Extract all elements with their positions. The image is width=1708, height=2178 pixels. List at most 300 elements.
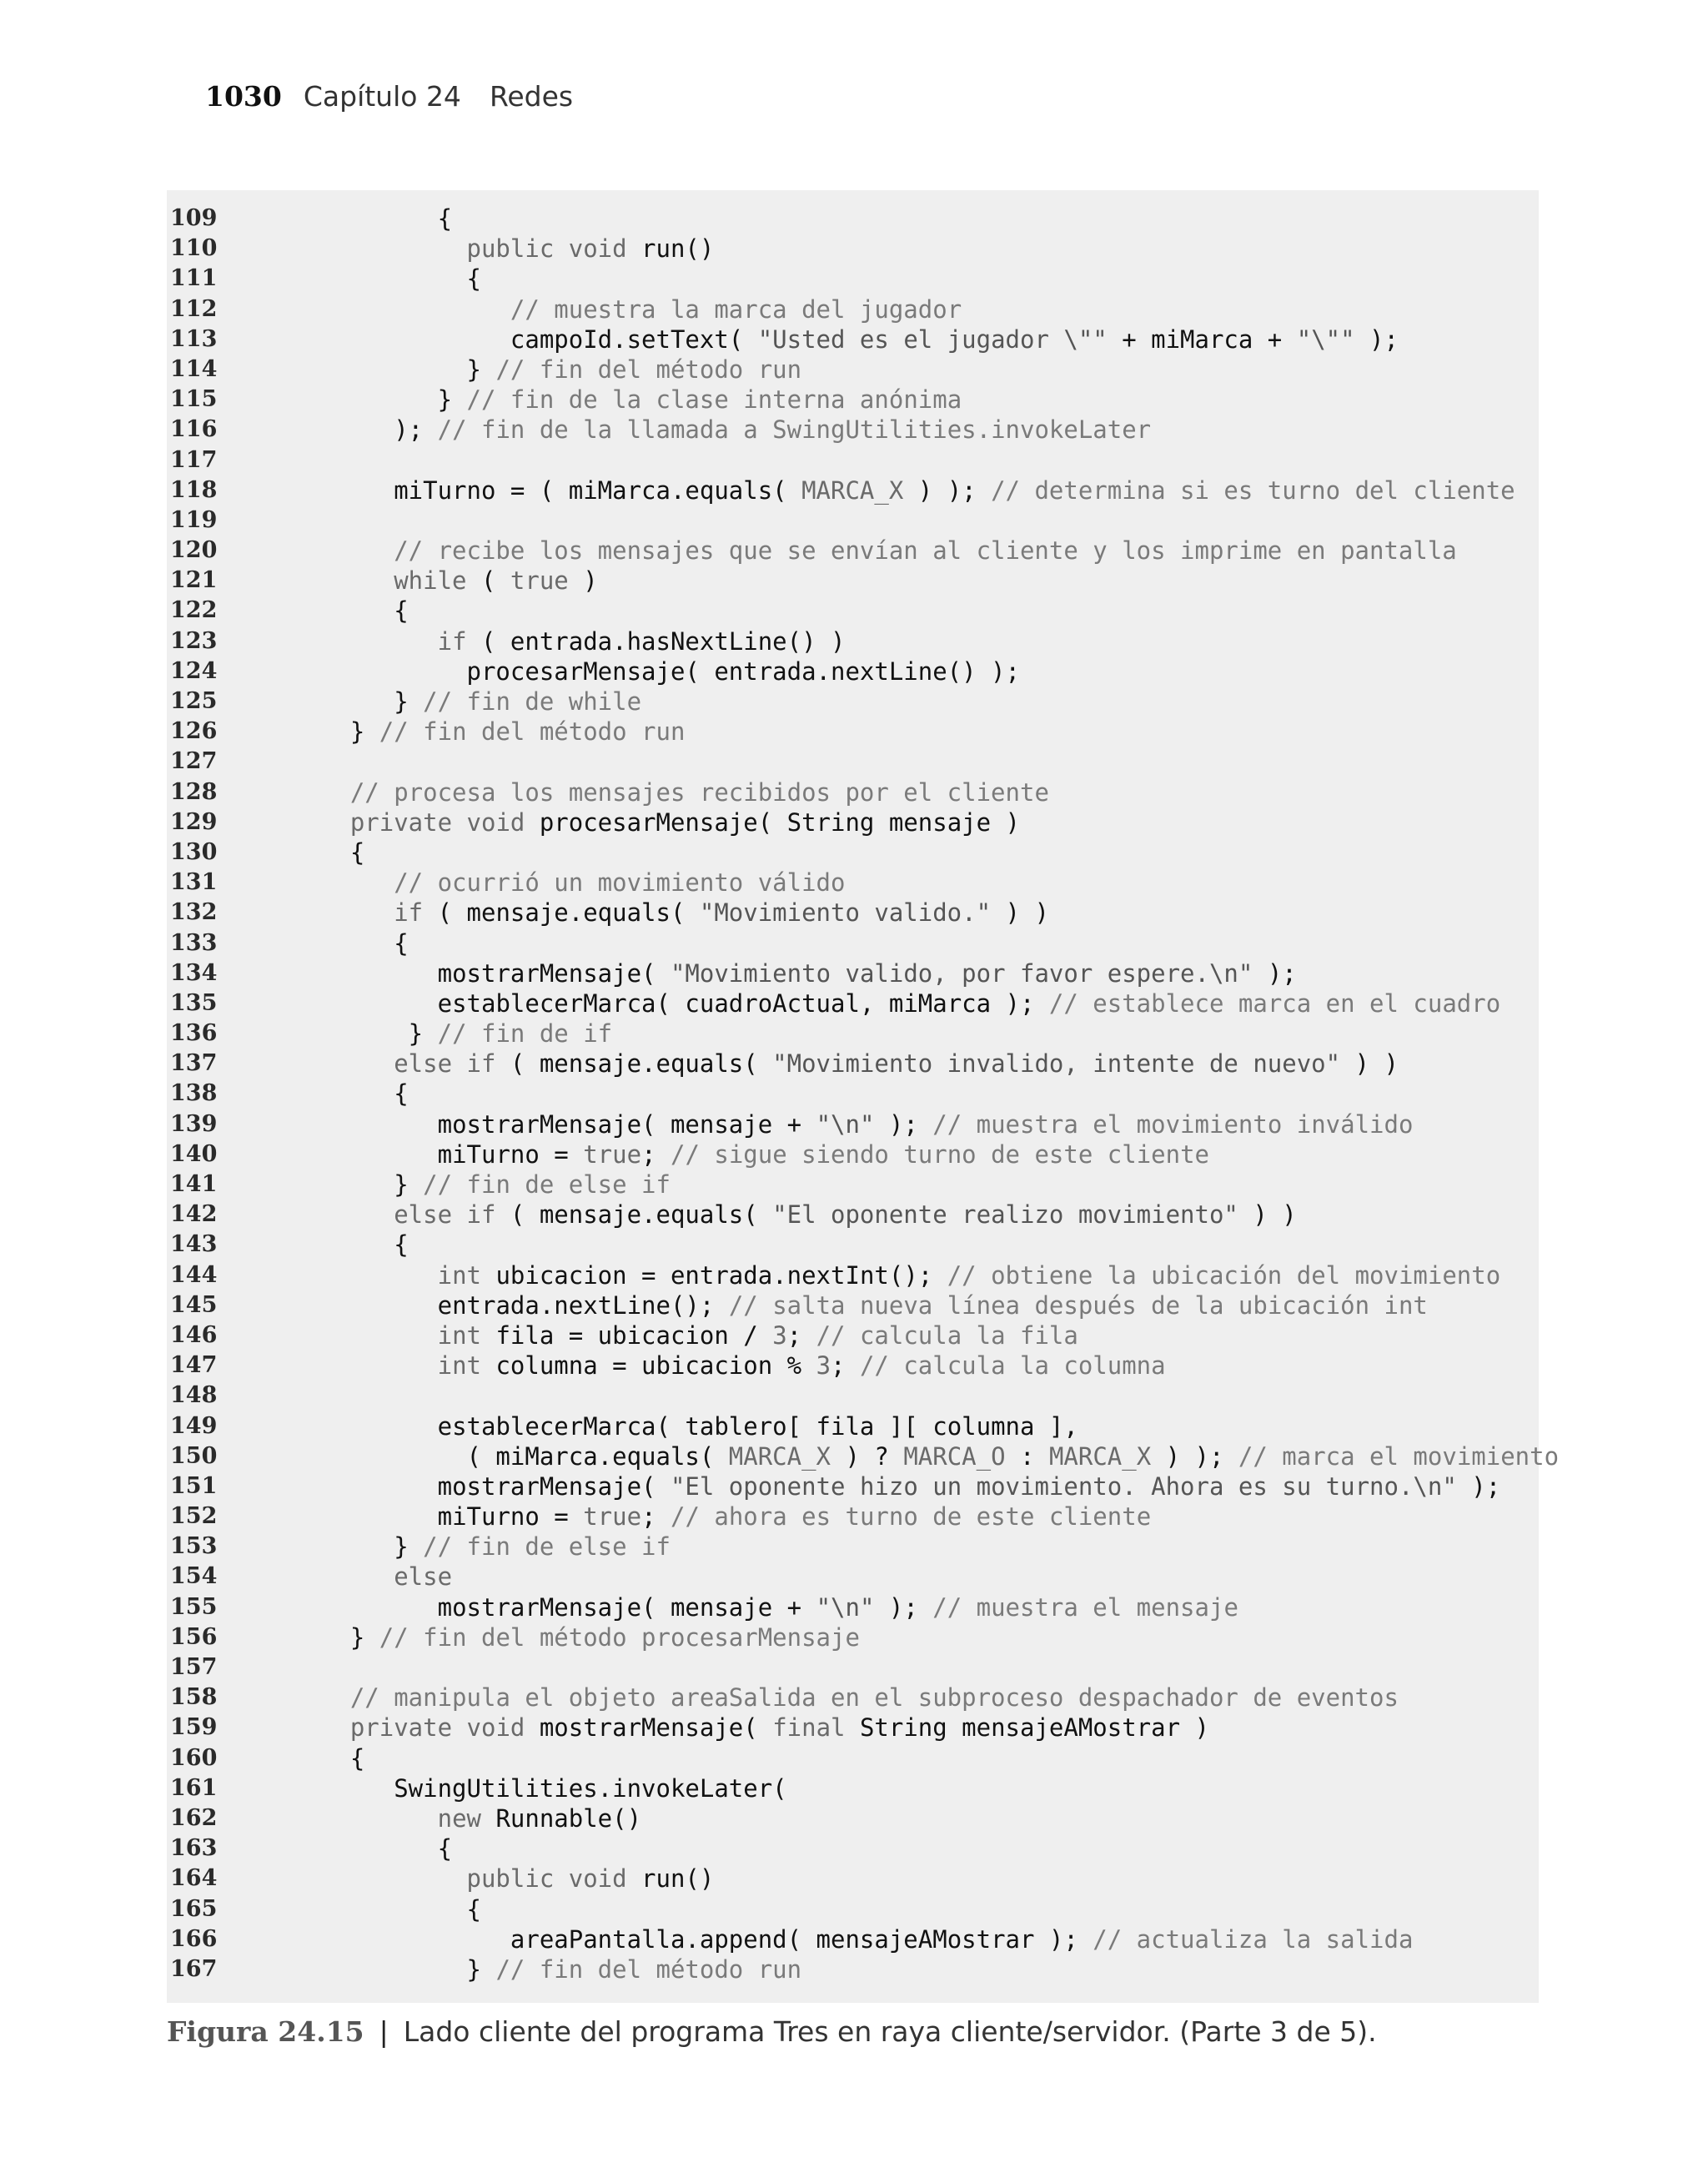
code-text — [292, 656, 1020, 687]
code-line — [167, 415, 1539, 445]
code-token: ); — [1253, 958, 1297, 988]
code-token: ); — [394, 415, 438, 445]
code-text — [292, 204, 452, 234]
code-line — [167, 1230, 1539, 1260]
line-number: 126 — [170, 718, 218, 745]
comment-token: // manipula el objeto areaSalida en el subproceso despachador de eventos — [349, 1683, 1399, 1713]
code-line — [167, 1683, 1539, 1713]
code-token: miTurno = — [437, 1139, 584, 1169]
code-text — [292, 566, 598, 596]
comment-token: // obtiene la ubicación del movimiento — [947, 1260, 1501, 1290]
line-number: 165 — [170, 1895, 218, 1922]
code-token: mostrarMensaje( — [437, 1471, 671, 1501]
code-token: ( mensaje.equals( — [495, 1049, 773, 1079]
line-number: 156 — [170, 1623, 218, 1650]
code-token: fila = ubicacion / — [495, 1320, 773, 1350]
code-text — [292, 475, 1515, 506]
figure-caption — [167, 2015, 1377, 2048]
code-text — [292, 1562, 452, 1592]
line-number: 116 — [170, 416, 218, 443]
code-line — [167, 958, 1539, 988]
code-line — [167, 1200, 1539, 1230]
code-text — [292, 596, 409, 626]
code-token: establecerMarca( cuadroActual, miMarca ); — [437, 988, 1049, 1018]
keyword-token: public void — [466, 1864, 642, 1894]
code-line — [167, 717, 1539, 747]
code-line — [167, 566, 1539, 596]
code-line — [167, 1894, 1539, 1924]
code-line — [167, 747, 1539, 777]
keyword-token: 3 — [816, 1351, 831, 1381]
code-text — [292, 1411, 1078, 1441]
code-text — [292, 1532, 671, 1562]
code-text — [292, 928, 409, 958]
line-number: 117 — [170, 446, 218, 473]
code-line — [167, 1139, 1539, 1169]
code-text — [292, 807, 1020, 837]
code-line — [167, 355, 1539, 385]
code-text — [292, 324, 1399, 355]
code-text — [292, 1139, 1209, 1169]
comment-token: // sigue siendo turno de este cliente — [670, 1139, 1209, 1169]
code-line — [167, 1924, 1539, 1954]
code-text — [292, 626, 845, 656]
code-token: mostrarMensaje( mensaje + — [437, 1592, 816, 1622]
code-token: { — [349, 837, 365, 867]
section-label: Redes — [489, 80, 574, 113]
code-text — [292, 1079, 409, 1109]
line-number: 139 — [170, 1110, 218, 1137]
line-number: 167 — [170, 1955, 218, 1982]
code-line — [167, 1260, 1539, 1290]
line-number: 112 — [170, 295, 218, 322]
comment-token: // marca el movimiento — [1238, 1441, 1560, 1471]
line-number: 114 — [170, 355, 218, 382]
string-token: "\n" — [816, 1109, 875, 1139]
code-text — [292, 264, 481, 294]
code-token: } — [394, 1532, 424, 1562]
code-token: ; — [641, 1139, 671, 1169]
code-line — [167, 324, 1539, 355]
line-number: 129 — [170, 808, 218, 835]
line-number: 163 — [170, 1835, 218, 1862]
string-token: "Usted es el jugador \"" — [757, 324, 1108, 354]
code-text — [292, 837, 364, 868]
code-line — [167, 988, 1539, 1019]
comment-token: // calcula la fila — [816, 1320, 1078, 1350]
code-token: mostrarMensaje( — [539, 1713, 773, 1743]
keyword-token: public void — [466, 234, 642, 264]
code-line — [167, 626, 1539, 656]
code-token: ) ); — [1151, 1441, 1238, 1471]
code-line — [167, 1622, 1539, 1652]
comment-token: // ocurrió un movimiento válido — [394, 868, 846, 898]
line-number: 153 — [170, 1533, 218, 1560]
code-line — [167, 1049, 1539, 1079]
code-line — [167, 868, 1539, 898]
code-token: ) ? — [831, 1441, 904, 1471]
code-text — [292, 1622, 860, 1652]
line-number: 160 — [170, 1744, 218, 1771]
code-line — [167, 1351, 1539, 1381]
line-number: 140 — [170, 1140, 218, 1167]
code-line — [167, 777, 1539, 807]
code-line — [167, 1803, 1539, 1833]
code-token: run() — [641, 234, 715, 264]
code-line — [167, 596, 1539, 626]
keyword-token: if — [437, 626, 467, 656]
line-number: 161 — [170, 1774, 218, 1801]
code-token: run() — [641, 1864, 715, 1894]
code-token: ; — [641, 1502, 671, 1532]
code-line — [167, 1773, 1539, 1803]
code-line — [167, 234, 1539, 264]
keyword-token: true — [583, 1139, 642, 1169]
code-token: } — [394, 687, 424, 716]
code-token: ; — [786, 1320, 816, 1350]
code-token: procesarMensaje( String mensaje ) — [539, 807, 1020, 837]
code-line — [167, 837, 1539, 868]
code-token: miTurno = ( miMarca.equals( — [394, 475, 802, 505]
line-number: 130 — [170, 838, 218, 865]
keyword-token: else if — [394, 1200, 496, 1230]
line-number: 137 — [170, 1050, 218, 1077]
code-text — [292, 415, 1151, 445]
line-number: 155 — [170, 1593, 218, 1620]
line-number: 159 — [170, 1714, 218, 1741]
keyword-token: if — [394, 898, 424, 928]
code-line — [167, 1019, 1539, 1049]
code-line — [167, 928, 1539, 958]
code-token: ); — [1354, 324, 1399, 354]
code-token: ; — [831, 1351, 860, 1381]
code-text — [292, 777, 1049, 807]
line-number: 135 — [170, 989, 218, 1016]
string-token: "Movimiento valido, por favor espere.\n" — [670, 958, 1253, 988]
keyword-token: int — [437, 1351, 496, 1381]
string-token: "\"" — [1296, 324, 1355, 354]
code-token: SwingUtilities.invokeLater( — [394, 1773, 787, 1803]
comment-token: // recibe los mensajes que se envían al cliente y los imprime en pantalla — [394, 536, 1457, 566]
line-number: 138 — [170, 1080, 218, 1107]
code-token: ) ); — [903, 475, 992, 505]
code-text — [292, 1260, 1500, 1290]
keyword-token: private void — [349, 807, 540, 837]
code-lines — [167, 204, 1560, 1984]
code-text — [292, 1230, 409, 1260]
code-line — [167, 1471, 1539, 1501]
line-number: 134 — [170, 959, 218, 986]
code-token: } — [466, 355, 496, 384]
code-line — [167, 1833, 1539, 1864]
code-text — [292, 1501, 1151, 1532]
comment-token: // procesa los mensajes recibidos por el cliente — [349, 777, 1049, 807]
code-line — [167, 264, 1539, 294]
code-text — [292, 958, 1297, 988]
chapter-label: Capítulo 24 — [303, 80, 461, 113]
keyword-token: true — [583, 1502, 642, 1532]
code-text — [292, 1833, 452, 1864]
code-text — [292, 1954, 801, 1984]
code-token: mostrarMensaje( mensaje + — [437, 1109, 816, 1139]
code-text — [292, 1320, 1078, 1351]
code-line — [167, 1290, 1539, 1320]
code-text — [292, 1773, 787, 1803]
comment-token: // fin de while — [423, 687, 642, 716]
comment-token: // fin del método run — [495, 1954, 802, 1984]
code-line — [167, 1864, 1539, 1894]
line-number: 158 — [170, 1684, 218, 1711]
comment-token: // determina si es turno del cliente — [991, 475, 1515, 505]
code-line — [167, 1441, 1560, 1471]
code-token: ); — [874, 1109, 933, 1139]
code-line — [167, 1592, 1539, 1622]
comment-token: // muestra el movimiento inválido — [932, 1109, 1414, 1139]
code-line — [167, 1411, 1539, 1441]
line-number: 125 — [170, 688, 218, 714]
keyword-token: int — [437, 1320, 496, 1350]
code-text — [292, 355, 801, 385]
comment-token: // ahora es turno de este cliente — [670, 1502, 1152, 1532]
line-number: 118 — [170, 476, 218, 503]
code-line — [167, 294, 1539, 324]
keyword-token: MARCA_X — [728, 1441, 831, 1471]
code-text — [292, 234, 714, 264]
code-text — [292, 988, 1500, 1019]
line-number: 157 — [170, 1654, 218, 1680]
string-token: "El oponente realizo movimiento" — [772, 1200, 1238, 1230]
line-number: 152 — [170, 1503, 218, 1530]
keyword-token: new — [437, 1803, 496, 1833]
code-token: + miMarca + — [1107, 324, 1297, 354]
line-number: 132 — [170, 899, 218, 926]
code-line — [167, 1501, 1539, 1532]
comment-token: // fin de la clase interna anónima — [466, 385, 962, 415]
keyword-token: true — [510, 566, 569, 596]
code-line — [167, 656, 1539, 687]
code-line — [167, 204, 1539, 234]
line-number: 110 — [170, 235, 218, 262]
code-text — [292, 294, 962, 324]
running-head — [205, 80, 573, 113]
line-number: 162 — [170, 1804, 218, 1831]
keyword-token: final — [772, 1713, 860, 1743]
code-token: establecerMarca( tablero[ fila ][ columna ], — [437, 1411, 1078, 1441]
keyword-token: MARCA_O — [903, 1441, 1006, 1471]
line-number: 141 — [170, 1171, 218, 1197]
comment-token: // actualiza la salida — [1093, 1924, 1414, 1954]
code-text — [292, 1864, 714, 1894]
code-token: ) ) — [1238, 1200, 1297, 1230]
code-line — [167, 1954, 1539, 1984]
code-line — [167, 1713, 1539, 1743]
comment-token: // salta nueva línea después de la ubicación int — [728, 1290, 1428, 1320]
code-text — [292, 868, 845, 898]
code-token: } — [394, 1170, 424, 1199]
code-token: ( miMarca.equals( — [466, 1441, 729, 1471]
code-token: ubicacion = entrada.nextInt(); — [495, 1260, 947, 1290]
line-number: 109 — [170, 205, 218, 231]
code-token: { — [437, 1834, 453, 1864]
code-line — [167, 385, 1539, 415]
code-text — [292, 1109, 1413, 1139]
comment-token: // fin del método run — [379, 717, 686, 747]
keyword-token: int — [437, 1260, 496, 1290]
keyword-token: 3 — [772, 1320, 787, 1350]
keyword-token: while — [394, 566, 467, 596]
line-number: 164 — [170, 1865, 218, 1892]
line-number: 131 — [170, 869, 218, 896]
code-token: ( — [466, 566, 510, 596]
code-token: { — [349, 1743, 365, 1773]
line-number: 150 — [170, 1442, 218, 1469]
line-number: 149 — [170, 1412, 218, 1439]
code-text — [292, 717, 685, 747]
code-text — [292, 1471, 1500, 1501]
comment-token: // muestra el mensaje — [932, 1592, 1238, 1622]
figure-label: Figura 24.15 — [167, 2015, 364, 2048]
code-line — [167, 445, 1539, 475]
code-line — [167, 1532, 1539, 1562]
line-number: 119 — [170, 506, 218, 533]
keyword-token: else if — [394, 1049, 496, 1079]
code-line — [167, 807, 1539, 837]
code-token: } — [349, 1622, 379, 1652]
code-token: ); — [1456, 1471, 1501, 1501]
code-line — [167, 1562, 1539, 1592]
code-token: { — [437, 204, 453, 233]
code-line — [167, 1743, 1539, 1773]
code-token: { — [394, 1079, 409, 1109]
line-number: 166 — [170, 1925, 218, 1952]
code-token: } — [349, 717, 379, 747]
line-number: 154 — [170, 1563, 218, 1590]
code-token: { — [394, 928, 409, 958]
code-text — [292, 1743, 364, 1773]
comment-token: // fin de else if — [423, 1532, 671, 1562]
code-token: } — [437, 385, 467, 415]
code-text — [292, 898, 1049, 928]
code-token: { — [394, 596, 409, 626]
code-text — [292, 1441, 1559, 1471]
code-text — [292, 1924, 1413, 1954]
code-token: } — [394, 1019, 438, 1049]
keyword-token: private void — [349, 1713, 540, 1743]
code-text — [292, 1713, 1209, 1743]
code-text — [292, 536, 1457, 566]
comment-token: // fin del método run — [495, 355, 802, 384]
string-token: "Movimiento invalido, intente de nuevo" — [772, 1049, 1341, 1079]
code-line — [167, 1381, 1539, 1411]
code-line — [167, 1079, 1539, 1109]
code-token: ) ) — [991, 898, 1049, 928]
line-number: 145 — [170, 1291, 218, 1318]
code-token: ( mensaje.equals( — [495, 1200, 773, 1230]
line-number: 142 — [170, 1201, 218, 1228]
line-number: 113 — [170, 325, 218, 352]
code-token: Runnable() — [495, 1803, 642, 1833]
keyword-token: MARCA_X — [801, 475, 904, 505]
code-text — [292, 1683, 1399, 1713]
comment-token: // fin de else if — [423, 1170, 671, 1199]
code-line — [167, 1169, 1539, 1200]
code-token: ) — [568, 566, 598, 596]
comment-token: // fin de if — [437, 1019, 613, 1049]
code-listing — [167, 190, 1560, 2003]
code-text — [292, 1169, 671, 1200]
line-number: 121 — [170, 567, 218, 594]
string-token: "Movimiento valido." — [699, 898, 992, 928]
line-number: 115 — [170, 386, 218, 413]
code-token: } — [466, 1954, 496, 1984]
page-number: 1030 — [205, 80, 282, 113]
code-token: entrada.nextLine(); — [437, 1290, 729, 1320]
line-number: 122 — [170, 597, 218, 624]
code-line — [167, 536, 1539, 566]
keyword-token: else — [394, 1562, 453, 1592]
code-line — [167, 506, 1539, 536]
line-number: 147 — [170, 1352, 218, 1379]
code-token: ( entrada.hasNextLine() ) — [466, 626, 846, 656]
line-number: 148 — [170, 1382, 218, 1409]
code-text — [292, 1019, 612, 1049]
line-number: 136 — [170, 1020, 218, 1047]
comment-token: // fin del método procesarMensaje — [379, 1622, 860, 1652]
code-token: { — [394, 1230, 409, 1260]
code-line — [167, 687, 1539, 717]
code-text — [292, 1894, 481, 1924]
line-number: 123 — [170, 627, 218, 654]
code-token: ) ) — [1340, 1049, 1399, 1079]
comment-token: // fin de la llamada a SwingUtilities.invokeLater — [437, 415, 1152, 445]
code-text — [292, 1290, 1428, 1320]
string-token: "El oponente hizo un movimiento. Ahora es su turno.\n" — [670, 1471, 1457, 1501]
line-number: 133 — [170, 929, 218, 956]
comment-token: // establece marca en el cuadro — [1048, 988, 1501, 1018]
code-text — [292, 1803, 641, 1833]
keyword-token: MARCA_X — [1048, 1441, 1152, 1471]
code-text — [292, 385, 962, 415]
code-text — [292, 1049, 1399, 1079]
line-number: 143 — [170, 1231, 218, 1258]
code-text — [292, 1351, 1166, 1381]
code-line — [167, 1320, 1539, 1351]
line-number: 144 — [170, 1261, 218, 1288]
line-number: 151 — [170, 1472, 218, 1499]
code-text — [292, 687, 641, 717]
line-number: 127 — [170, 748, 218, 775]
code-token: String mensajeAMostrar ) — [859, 1713, 1209, 1743]
code-line — [167, 475, 1539, 506]
code-token: procesarMensaje( entrada.nextLine() ); — [466, 656, 1020, 686]
comment-token: // calcula la columna — [859, 1351, 1166, 1381]
code-token: : — [1005, 1441, 1049, 1471]
code-token: miTurno = — [437, 1502, 584, 1532]
line-number: 124 — [170, 657, 218, 684]
code-token: campoId.setText( — [510, 324, 758, 354]
line-number: 128 — [170, 778, 218, 805]
string-token: "\n" — [816, 1592, 875, 1622]
caption-separator: | — [379, 2015, 389, 2048]
code-token: mostrarMensaje( — [437, 958, 671, 988]
code-token: areaPantalla.append( mensajeAMostrar ); — [510, 1924, 1093, 1954]
line-number: 111 — [170, 265, 218, 292]
code-text — [292, 1592, 1238, 1622]
comment-token: // muestra la marca del jugador — [510, 294, 962, 324]
code-token: ); — [874, 1592, 933, 1622]
line-number: 146 — [170, 1321, 218, 1348]
code-token: columna = ubicacion % — [495, 1351, 816, 1381]
